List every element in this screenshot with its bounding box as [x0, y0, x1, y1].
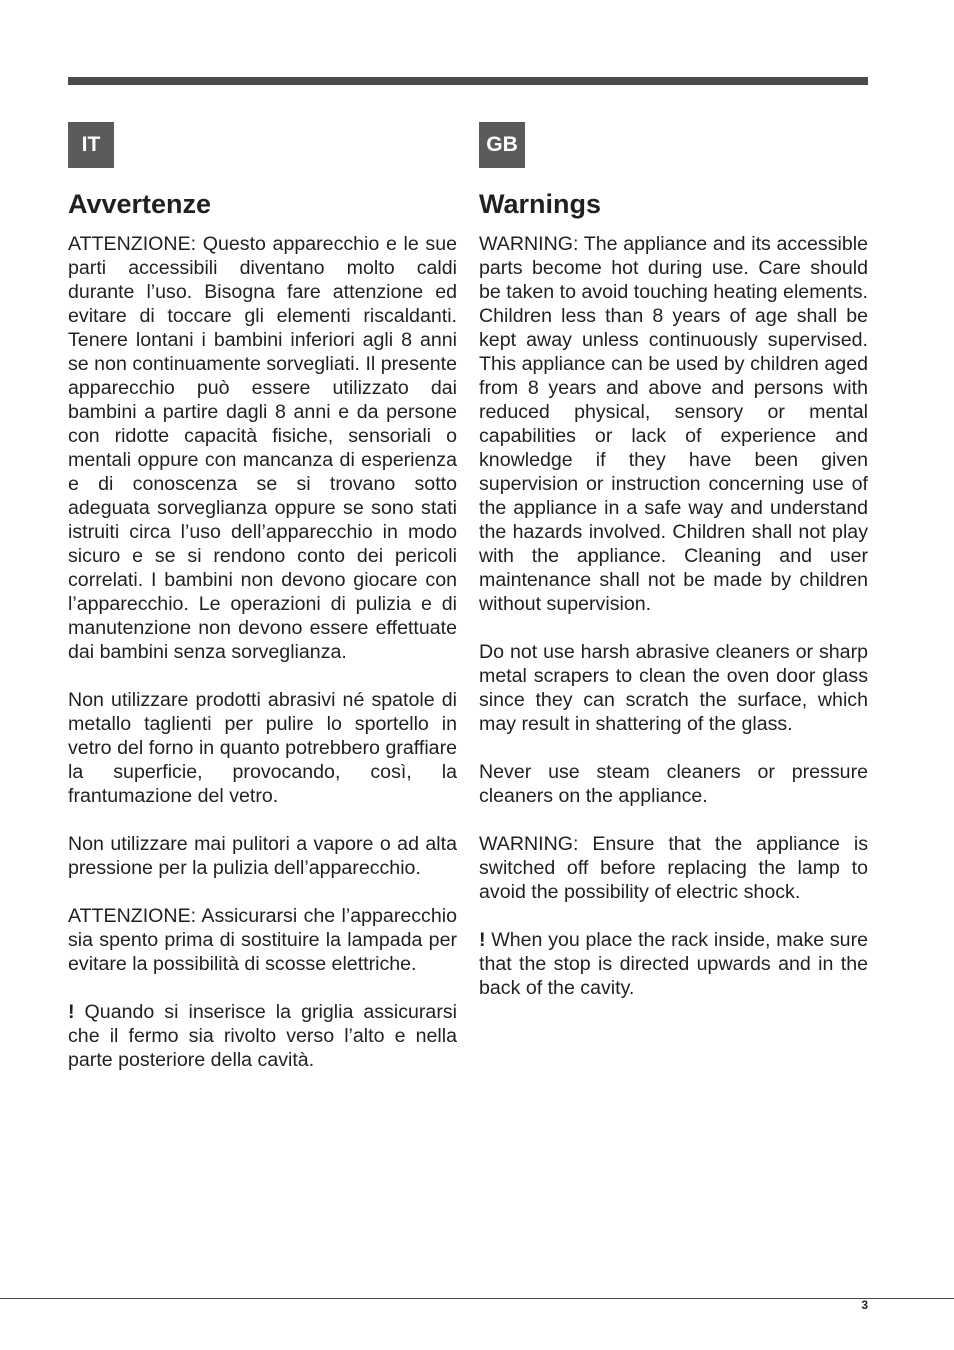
exclamation-icon: !	[68, 1001, 75, 1023]
english-column	[479, 122, 868, 1024]
paragraph-gb-3: Never use steam cleaners or pressure cleaners on the appliance.	[479, 761, 868, 807]
exclamation-icon: !	[479, 929, 486, 951]
language-badge-gb: GB	[479, 122, 525, 168]
note-paragraph-it	[68, 1000, 457, 1072]
italian-column	[68, 122, 457, 1096]
paragraph-gb-2: Do not use harsh abrasive cleaners or sharp metal scrapers to clean the oven door glass since they can scratch the surface, which may result in shattering of the glass.	[479, 641, 868, 735]
note-paragraph-gb	[479, 928, 868, 1000]
paragraph-it-1: ATTENZIONE: Questo apparecchio e le sue parti accessibili diventano molto caldi durante l’uso. Bisogna fare attenzione ed evitare di toccare gli elementi riscaldanti. Tenere lontani i bambini inferiori agli 8 anni se non continuamente sorvegliati. Il presente apparecchio può essere utilizzato dai bambini a partire dagli 8 anni e da persone con ridotte capacità fisiche, sensoriali o mentali oppure con mancanza di esperienza e di conoscenza se si trovano sotto adeguata sorveglianza oppure se sono stati istruiti circa l’uso dell’apparecchio in modo sicuro e se si rendono conto dei pericoli correlati. I bambini non devono giocare con l’apparecchio. Le operazioni di pulizia e di manutenzione non devono essere effettuate dai bambini senza sorveglianza.	[68, 233, 457, 663]
section-title-it: Avvertenze	[68, 189, 212, 219]
paragraph-gb-1: WARNING: The appliance and its accessible parts become hot during use. Care should be taken to avoid touching heating elements. Children less than 8 years of age shall be kept away unless continuously supervised. This appliance can be used by children aged from 8 years and above and persons with reduced physical, sensory or mental capabilities or lack of experience and knowledge if they have been given supervision or instruction concerning use of the appliance in a safe way and understand the hazards involved. Children shall not play with the appliance. Cleaning and user maintenance shall not be made by children without supervision.	[479, 233, 868, 615]
warnings-body-gb	[479, 232, 868, 1000]
page-number: 3	[861, 1298, 868, 1312]
paragraph-it-4: ATTENZIONE: Assicurarsi che l’apparecchio sia spento prima di sostituire la lampada per evitare la possibilità di scosse elettriche.	[68, 905, 457, 975]
language-badge-it: IT	[68, 122, 114, 168]
paragraph-it-3: Non utilizzare mai pulitori a vapore o ad alta pressione per la pulizia dell’apparecchio.	[68, 833, 457, 879]
note-text-it: Quando si inserisce la griglia assicurarsi che il fermo sia rivolto verso l’alto e nella parte posteriore della cavità.	[68, 1001, 457, 1071]
note-text-gb: When you place the rack inside, make sure that the stop is directed upwards and in the back of the cavity.	[479, 929, 868, 999]
footer-divider	[0, 1298, 954, 1299]
top-divider	[68, 77, 868, 85]
section-title-gb: Warnings	[479, 189, 602, 219]
paragraph-it-2: Non utilizzare prodotti abrasivi né spatole di metallo taglienti per pulire lo sportello in vetro del forno in quanto potrebbero graffiare la superficie, provocando, così, la frantumazione del vetro.	[68, 689, 457, 807]
warnings-body-it	[68, 232, 457, 1072]
paragraph-gb-4: WARNING: Ensure that the appliance is switched off before replacing the lamp to avoid the possibility of electric shock.	[479, 833, 868, 903]
